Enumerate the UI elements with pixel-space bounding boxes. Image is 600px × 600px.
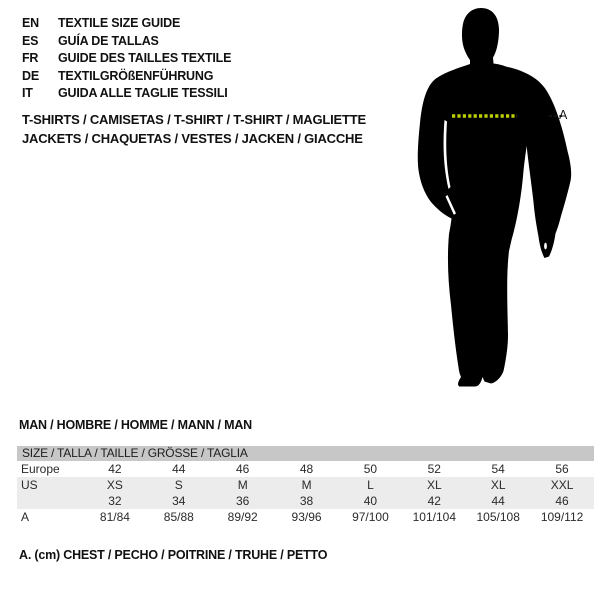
size-cell: L: [367, 478, 374, 492]
size-cell: XXL: [550, 478, 574, 492]
table-row-chest-a: [17, 509, 594, 525]
size-cell: XS: [106, 478, 123, 492]
man-silhouette-figure: [415, 5, 575, 405]
table-row-us-numeric: [17, 493, 594, 509]
row-label: [17, 493, 83, 509]
size-cell: 101/104: [412, 510, 456, 524]
size-cell: 40: [363, 494, 378, 508]
language-title: TEXTILGRÖßENFÜHRUNG: [58, 68, 214, 83]
size-table-header: SIZE / TALLA / TAILLE / GRÖSSE / TAGLIA: [17, 446, 594, 461]
size-cell: 56: [555, 462, 569, 476]
language-title: TEXTILE SIZE GUIDE: [58, 16, 181, 30]
size-cell: M: [301, 478, 312, 492]
measurement-footnote: A. (cm) CHEST / PECHO / POITRINE / TRUHE / PETTO: [19, 548, 328, 562]
row-label: Europe: [21, 462, 60, 476]
language-code: IT: [22, 86, 33, 100]
size-cell: XL: [426, 478, 442, 492]
size-cell: 89/92: [227, 510, 258, 524]
size-cell: 44: [491, 494, 505, 508]
size-cell: 81/84: [99, 510, 130, 524]
size-cell: 34: [172, 494, 186, 508]
table-row-europe: [17, 461, 594, 477]
size-cell: 50: [363, 462, 378, 476]
thumb-highlight: [544, 243, 547, 250]
language-row: [22, 15, 231, 33]
language-title: GUIDE DES TAILLES TEXTILE: [58, 51, 232, 65]
size-cell: 36: [236, 494, 250, 508]
language-code: DE: [22, 68, 39, 83]
language-row: [22, 50, 231, 68]
size-cell: 52: [427, 462, 441, 476]
language-code: FR: [22, 51, 39, 65]
language-title: GUIDA ALLE TAGLIE TESSILI: [58, 86, 228, 100]
category-tshirts: T-SHIRTS / CAMISETAS / T-SHIRT / T-SHIRT / MAGLIETTE: [22, 112, 366, 127]
size-cell: 46: [236, 462, 250, 476]
row-label: US: [21, 478, 38, 492]
silhouette-body: [418, 8, 530, 387]
size-cell: 46: [555, 494, 569, 508]
size-cell: 44: [172, 462, 186, 476]
table-row-us: [17, 477, 594, 493]
language-code: EN: [22, 16, 39, 30]
size-cell: 42: [427, 494, 441, 508]
size-cell: 54: [491, 462, 505, 476]
language-row: [22, 68, 231, 86]
size-cell: 85/88: [163, 510, 194, 524]
size-cell: XL: [490, 478, 506, 492]
size-table: [17, 446, 594, 525]
size-cell: 48: [299, 462, 314, 476]
language-row: [22, 33, 231, 51]
man-silhouette-icon: [415, 5, 575, 405]
size-cell: 42: [108, 462, 122, 476]
measurement-a-label: A: [559, 108, 568, 122]
language-list: [22, 15, 231, 103]
language-row: [22, 85, 231, 103]
size-cell: 32: [108, 494, 122, 508]
size-cell: M: [237, 478, 248, 492]
language-title: GUÍA DE TALLAS: [58, 33, 159, 48]
section-title-man: MAN / HOMBRE / HOMME / MANN / MAN: [19, 418, 252, 432]
size-cell: 109/112: [540, 510, 584, 524]
category-jackets: JACKETS / CHAQUETAS / VESTES / JACKEN / GIACCHE: [22, 131, 363, 146]
garment-categories: [22, 110, 366, 148]
size-cell: S: [174, 478, 183, 492]
language-code: ES: [22, 33, 39, 48]
size-cell: 38: [299, 494, 314, 508]
size-cell: 97/100: [352, 510, 389, 524]
size-cell: 93/96: [291, 510, 322, 524]
size-cell: 105/108: [476, 510, 520, 524]
row-label: A: [21, 510, 30, 524]
